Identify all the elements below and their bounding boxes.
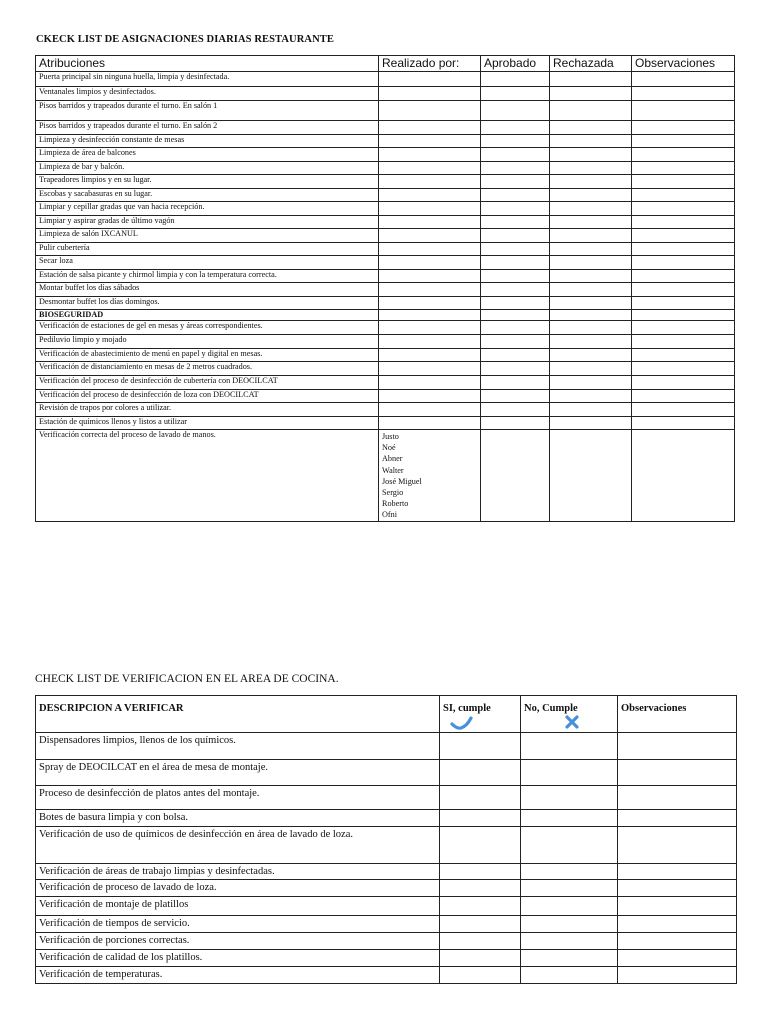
task-description: Escobas y sacabasuras en su lugar.: [36, 189, 379, 202]
table-row: [36, 321, 735, 335]
check-description: Verificación de porciones correctas.: [36, 933, 440, 950]
table-row: [36, 417, 735, 430]
meets-cell: [440, 786, 521, 810]
approved-cell: [481, 335, 550, 349]
rejected-cell: [550, 321, 632, 335]
not-meets-cell: [521, 880, 618, 897]
check-description: Verificación de calidad de los platillos.: [36, 950, 440, 967]
check-description: Botes de basura limpia y con bolsa.: [36, 810, 440, 827]
rejected-cell: [550, 376, 632, 390]
table-row: [36, 827, 737, 864]
table-row: [36, 121, 735, 135]
notes-cell: [632, 349, 735, 362]
table-row: [36, 349, 735, 362]
notes-cell: [618, 864, 737, 880]
header-label: No, Cumple: [524, 703, 578, 714]
approved-cell: [481, 101, 550, 121]
rejected-cell: [550, 430, 632, 522]
task-description: Ventanales limpios y desinfectados.: [36, 87, 379, 101]
notes-cell: [618, 967, 737, 984]
rejected-cell: [550, 121, 632, 135]
done-by-cell: [379, 297, 481, 310]
approved-cell: [481, 87, 550, 101]
done-by-cell: [379, 202, 481, 216]
done-by-cell: [379, 335, 481, 349]
done-by-cell: [379, 87, 481, 101]
task-description: Limpiar y cepillar gradas que van hacia recepción.: [36, 202, 379, 216]
notes-cell: [632, 362, 735, 376]
col-header-no-cumple: [521, 696, 618, 733]
table-row: [36, 390, 735, 403]
header-label: DESCRIPCION A VERIFICAR: [39, 703, 184, 714]
notes-cell: [632, 403, 735, 417]
check-description: Verificación de áreas de trabajo limpias y desinfectadas.: [36, 864, 440, 880]
table-row: [36, 403, 735, 417]
section-header-row: [36, 310, 735, 321]
done-by-cell: [379, 256, 481, 270]
check-description: Verificación de tiempos de servicio.: [36, 916, 440, 933]
check-icon: [449, 715, 475, 731]
rejected-cell: [550, 175, 632, 189]
meets-cell: [440, 897, 521, 916]
approved-cell: [481, 72, 550, 87]
task-description: Verificación de distanciamiento en mesas de 2 metros cuadrados.: [36, 362, 379, 376]
staff-name: Justo: [382, 432, 399, 441]
meets-cell: [440, 810, 521, 827]
meets-cell: [440, 760, 521, 786]
table-row: [36, 897, 737, 916]
notes-cell: [618, 933, 737, 950]
table-row: [36, 950, 737, 967]
notes-cell: [618, 950, 737, 967]
meets-cell: [440, 933, 521, 950]
task-description: Estación de salsa picante y chirmol limpia y con la temperatura correcta.: [36, 270, 379, 283]
done-by-cell: [379, 283, 481, 297]
meets-cell: [440, 967, 521, 984]
task-description: Desmontar buffet los días domingos.: [36, 297, 379, 310]
task-description: Verificación de estaciones de gel en mesas y áreas correspondientes.: [36, 321, 379, 335]
notes-cell: [632, 310, 735, 321]
task-description: Limpieza de bar y balcón.: [36, 162, 379, 175]
rejected-cell: [550, 148, 632, 162]
done-by-cell: [379, 135, 481, 148]
table-row: [36, 916, 737, 933]
task-description: Limpieza y desinfección constante de mesas: [36, 135, 379, 148]
notes-cell: [632, 335, 735, 349]
notes-cell: [632, 270, 735, 283]
table-row: [36, 933, 737, 950]
done-by-cell: [379, 362, 481, 376]
approved-cell: [481, 270, 550, 283]
not-meets-cell: [521, 933, 618, 950]
not-meets-cell: [521, 967, 618, 984]
task-description: Limpieza de salón IXCANUL: [36, 229, 379, 243]
approved-cell: [481, 202, 550, 216]
notes-cell: [632, 72, 735, 87]
done-by-cell: [379, 162, 481, 175]
check-description: Verificación de temperaturas.: [36, 967, 440, 984]
approved-cell: [481, 310, 550, 321]
table-row: [36, 362, 735, 376]
cross-icon: [562, 715, 582, 729]
col-header-atribuciones: Atribuciones: [36, 56, 379, 72]
meets-cell: [440, 950, 521, 967]
check-description: Spray de DEOCILCAT en el área de mesa de montaje.: [36, 760, 440, 786]
table-row: [36, 101, 735, 121]
approved-cell: [481, 148, 550, 162]
check-description: Verificación de uso de químicos de desinfección en área de lavado de loza.: [36, 827, 440, 864]
table-row: [36, 880, 737, 897]
notes-cell: [632, 283, 735, 297]
not-meets-cell: [521, 897, 618, 916]
done-by-cell: [379, 417, 481, 430]
rejected-cell: [550, 270, 632, 283]
kitchen-checklist-table: [35, 695, 737, 984]
rejected-cell: [550, 283, 632, 297]
table-row: [36, 72, 735, 87]
notes-cell: [632, 243, 735, 256]
notes-cell: [618, 880, 737, 897]
approved-cell: [481, 297, 550, 310]
meets-cell: [440, 864, 521, 880]
approved-cell: [481, 283, 550, 297]
notes-cell: [632, 417, 735, 430]
notes-cell: [632, 321, 735, 335]
rejected-cell: [550, 349, 632, 362]
notes-cell: [632, 121, 735, 135]
rejected-cell: [550, 243, 632, 256]
approved-cell: [481, 362, 550, 376]
table-row: [36, 256, 735, 270]
col-header-realizado-por: Realizado por:: [379, 56, 481, 72]
notes-cell: [632, 430, 735, 522]
rejected-cell: [550, 135, 632, 148]
staff-name: Roberto: [382, 499, 409, 509]
approved-cell: [481, 121, 550, 135]
notes-cell: [632, 148, 735, 162]
approved-cell: [481, 376, 550, 390]
task-description: Verificación del proceso de desinfección de cubertería con DEOCILCAT: [36, 376, 379, 390]
table-header-row: [36, 696, 737, 733]
rejected-cell: [550, 202, 632, 216]
table-row: [36, 760, 737, 786]
rejected-cell: [550, 362, 632, 376]
rejected-cell: [550, 417, 632, 430]
table-row: [36, 270, 735, 283]
done-by-cell: [379, 310, 481, 321]
table-row: [36, 283, 735, 297]
task-description: Revisión de trapos por colores a utilizar.: [36, 403, 379, 417]
done-by-cell: [379, 270, 481, 283]
table-row: [36, 87, 735, 101]
notes-cell: [632, 390, 735, 403]
notes-cell: [618, 916, 737, 933]
table-row: [36, 335, 735, 349]
rejected-cell: [550, 335, 632, 349]
done-by-cell: [379, 121, 481, 135]
table-row: [36, 786, 737, 810]
rejected-cell: [550, 310, 632, 321]
not-meets-cell: [521, 760, 618, 786]
task-description: Trapeadores limpios y en su lugar.: [36, 175, 379, 189]
staff-name: Sergio: [382, 488, 404, 498]
table-row: [36, 376, 735, 390]
not-meets-cell: [521, 810, 618, 827]
table-row: [36, 297, 735, 310]
task-description: Montar buffet los días sábados: [36, 283, 379, 297]
approved-cell: [481, 403, 550, 417]
approved-cell: [481, 417, 550, 430]
task-description: Pulir cubertería: [36, 243, 379, 256]
meets-cell: [440, 827, 521, 864]
table-row: [36, 243, 735, 256]
done-by-cell: [379, 243, 481, 256]
header-label: SI, cumple: [443, 703, 491, 714]
notes-cell: [632, 135, 735, 148]
table-row: [36, 864, 737, 880]
rejected-cell: [550, 229, 632, 243]
restaurant-checklist-title: CKECK LIST DE ASIGNACIONES DIARIAS RESTAURANTE: [36, 34, 334, 45]
col-header-aprobado: Aprobado: [481, 56, 550, 72]
done-by-cell: [379, 216, 481, 229]
not-meets-cell: [521, 786, 618, 810]
meets-cell: [440, 880, 521, 897]
done-by-cell: [379, 101, 481, 121]
notes-cell: [632, 216, 735, 229]
task-description: Verificación del proceso de desinfección de loza con DEOCILCAT: [36, 390, 379, 403]
task-description: Verificación correcta del proceso de lavado de manos.: [36, 430, 379, 522]
notes-cell: [618, 897, 737, 916]
approved-cell: [481, 175, 550, 189]
approved-cell: [481, 229, 550, 243]
table-row: [36, 135, 735, 148]
done-by-cell: [379, 148, 481, 162]
staff-name: Noé: [382, 443, 396, 453]
notes-cell: [632, 376, 735, 390]
approved-cell: [481, 243, 550, 256]
rejected-cell: [550, 72, 632, 87]
notes-cell: [632, 202, 735, 216]
col-header-observaciones: Observaciones: [632, 56, 735, 72]
section-label: BIOSEGURIDAD: [36, 310, 379, 321]
table-row: [36, 229, 735, 243]
staff-names-cell: [379, 430, 481, 522]
notes-cell: [618, 810, 737, 827]
notes-cell: [632, 256, 735, 270]
rejected-cell: [550, 403, 632, 417]
table-row: [36, 967, 737, 984]
task-description: Pediluvio limpio y mojado: [36, 335, 379, 349]
done-by-cell: [379, 189, 481, 202]
rejected-cell: [550, 297, 632, 310]
task-description: Pisos barridos y trapeados durante el turno. En salón 2: [36, 121, 379, 135]
rejected-cell: [550, 390, 632, 403]
approved-cell: [481, 349, 550, 362]
task-description: Estación de químicos llenos y listos a utilizar: [36, 417, 379, 430]
done-by-cell: [379, 175, 481, 189]
check-description: Dispensadores limpios, llenos de los químicos.: [36, 733, 440, 760]
check-description: Proceso de desinfección de platos antes del montaje.: [36, 786, 440, 810]
table-row: [36, 216, 735, 229]
not-meets-cell: [521, 733, 618, 760]
task-description: Limpieza de área de balcones: [36, 148, 379, 162]
done-by-cell: [379, 390, 481, 403]
done-by-cell: [379, 403, 481, 417]
notes-cell: [632, 162, 735, 175]
task-description: Limpiar y aspirar gradas de último vagón: [36, 216, 379, 229]
table-row: [36, 162, 735, 175]
not-meets-cell: [521, 950, 618, 967]
notes-cell: [618, 760, 737, 786]
approved-cell: [481, 390, 550, 403]
done-by-cell: [379, 349, 481, 362]
not-meets-cell: [521, 916, 618, 933]
notes-cell: [632, 101, 735, 121]
kitchen-checklist-title: CHECK LIST DE VERIFICACION EN EL AREA DE COCINA.: [35, 673, 339, 685]
table-header-row: [36, 56, 735, 72]
done-by-cell: [379, 72, 481, 87]
notes-cell: [632, 189, 735, 202]
notes-cell: [618, 733, 737, 760]
approved-cell: [481, 216, 550, 229]
rejected-cell: [550, 216, 632, 229]
table-row: [36, 733, 737, 760]
task-description: Puerta principal sin ninguna huella, limpia y desinfectada.: [36, 72, 379, 87]
staff-name: Ofni: [382, 510, 398, 520]
approved-cell: [481, 135, 550, 148]
col-header-si-cumple: [440, 696, 521, 733]
approved-cell: [481, 256, 550, 270]
table-row: [36, 189, 735, 202]
staff-name: José Miguel: [382, 476, 422, 486]
notes-cell: [618, 786, 737, 810]
rejected-cell: [550, 189, 632, 202]
table-row: [36, 810, 737, 827]
not-meets-cell: [521, 827, 618, 864]
check-description: Verificación de montaje de platillos: [36, 897, 440, 916]
staff-name: Abner: [382, 454, 403, 464]
table-row: [36, 148, 735, 162]
rejected-cell: [550, 101, 632, 121]
task-description: Verificación de abastecimiento de menú en papel y digital en mesas.: [36, 349, 379, 362]
done-by-cell: [379, 321, 481, 335]
notes-cell: [632, 175, 735, 189]
col-header-rechazada: Rechazada: [550, 56, 632, 72]
restaurant-checklist-table: [35, 55, 735, 522]
done-by-cell: [379, 229, 481, 243]
not-meets-cell: [521, 864, 618, 880]
table-row: [36, 430, 735, 522]
task-description: Pisos barridos y trapeados durante el turno. En salón 1: [36, 101, 379, 121]
col-header-observaciones: Observaciones: [618, 696, 737, 733]
notes-cell: [632, 229, 735, 243]
check-description: Verificación de proceso de lavado de loza.: [36, 880, 440, 897]
table-row: [36, 202, 735, 216]
rejected-cell: [550, 256, 632, 270]
approved-cell: [481, 162, 550, 175]
table-row: [36, 175, 735, 189]
col-header-descripcion: [36, 696, 440, 733]
task-description: Secar loza: [36, 256, 379, 270]
approved-cell: [481, 321, 550, 335]
meets-cell: [440, 916, 521, 933]
notes-cell: [632, 297, 735, 310]
staff-name: Walter: [382, 465, 404, 475]
rejected-cell: [550, 87, 632, 101]
notes-cell: [632, 87, 735, 101]
notes-cell: [618, 827, 737, 864]
meets-cell: [440, 733, 521, 760]
done-by-cell: [379, 376, 481, 390]
approved-cell: [481, 189, 550, 202]
approved-cell: [481, 430, 550, 522]
rejected-cell: [550, 162, 632, 175]
